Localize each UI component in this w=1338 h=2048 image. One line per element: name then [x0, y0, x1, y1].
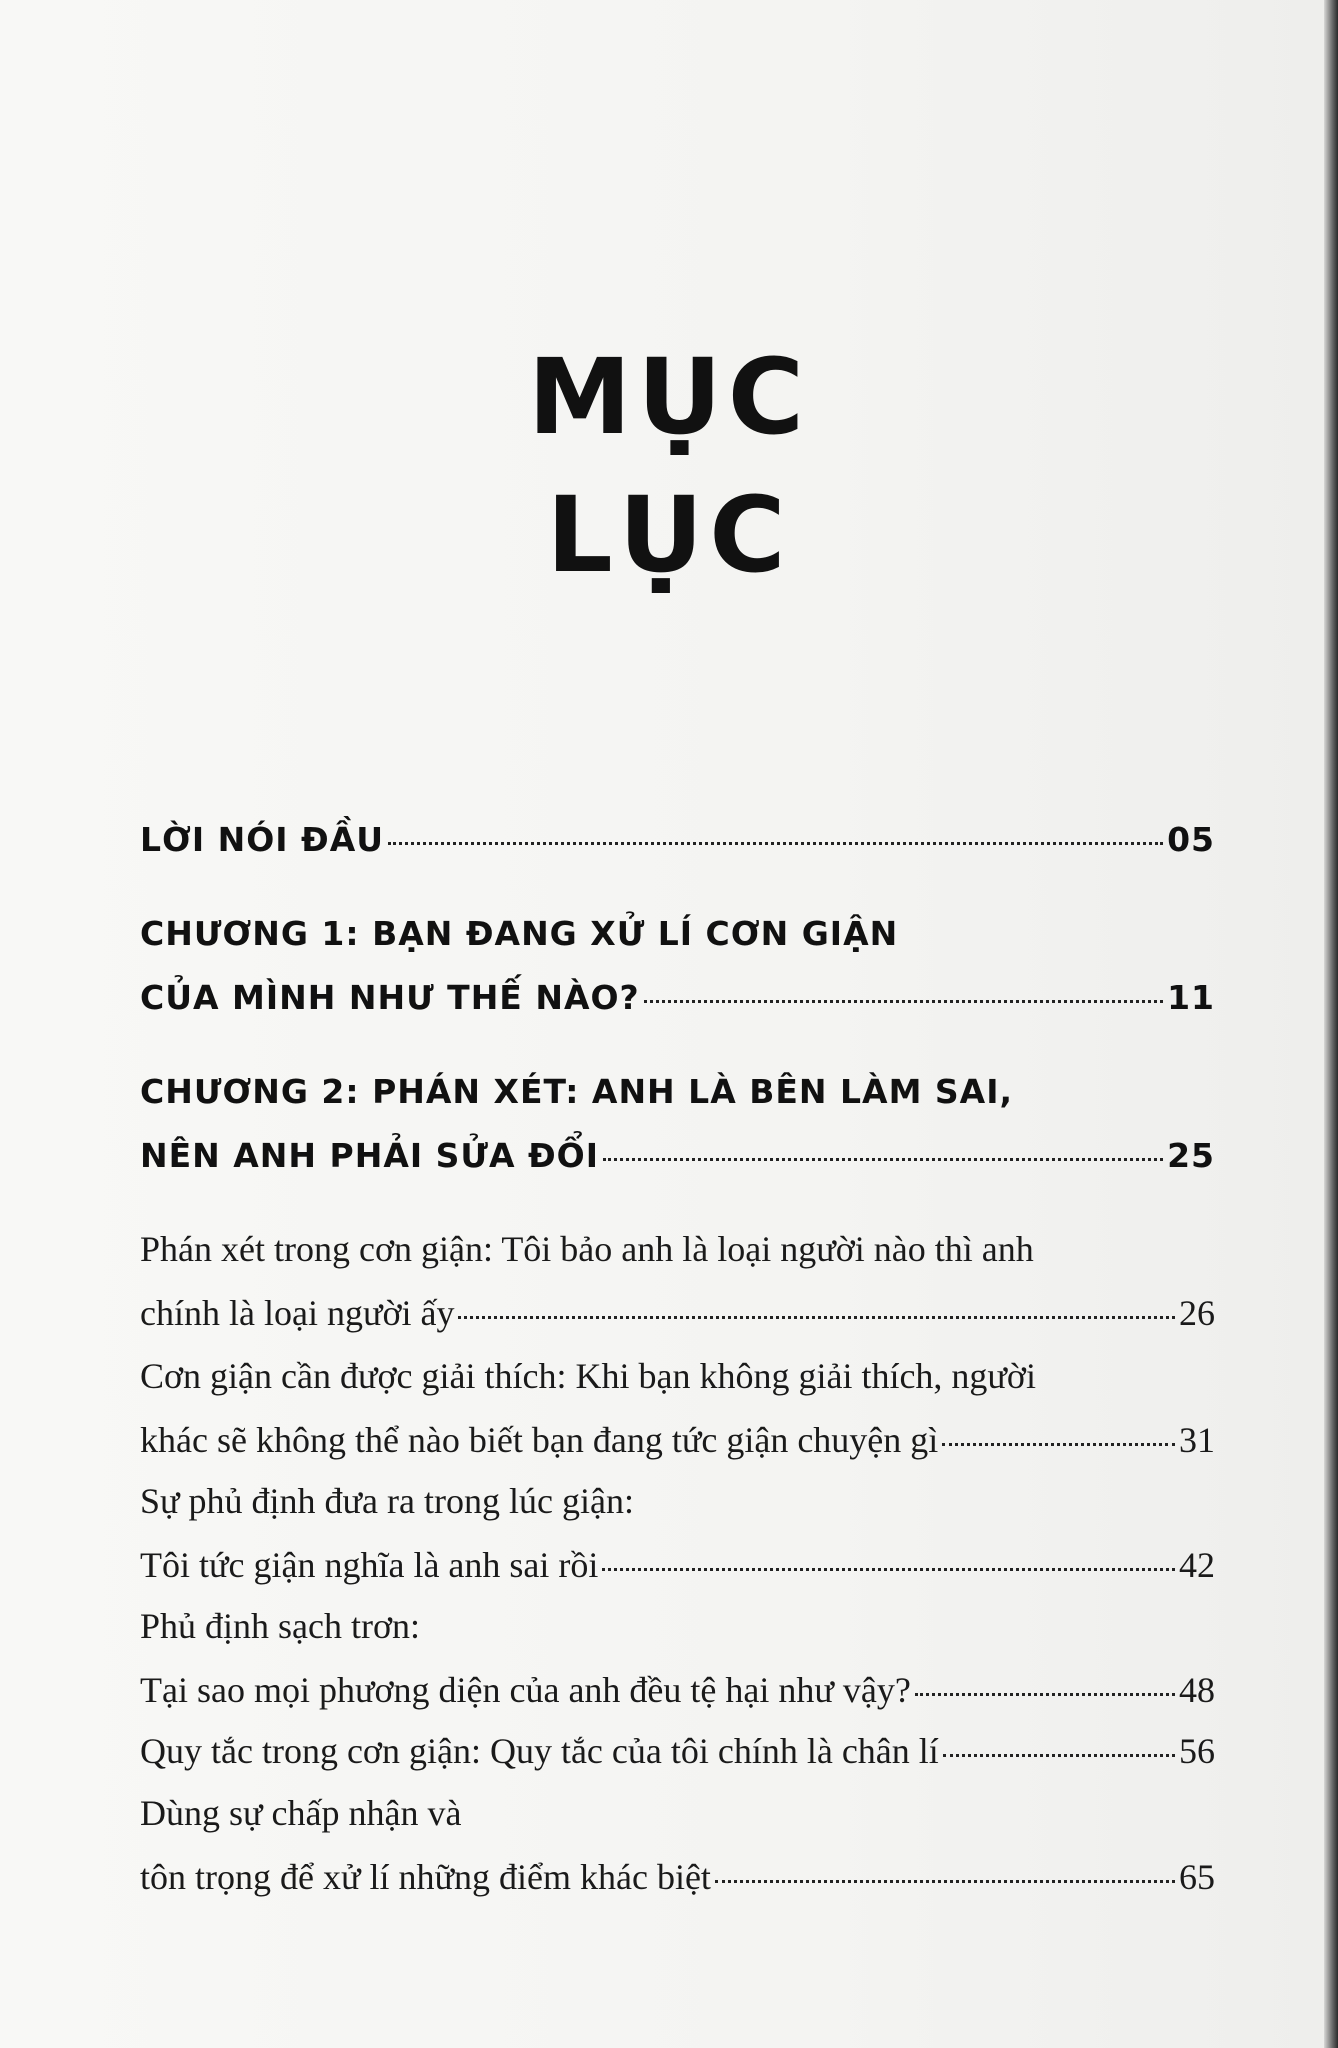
toc-page-number: 31: [1179, 1420, 1215, 1460]
page-spine-edge: [1324, 0, 1338, 2048]
toc-entry-title: Phán xét trong cơn giận: Tôi bảo anh là loại người nào thì anh: [140, 1229, 1034, 1269]
toc-page-number: 65: [1179, 1857, 1215, 1897]
toc-entry-chapter-1[interactable]: [140, 914, 1215, 1042]
dot-leader: [915, 1692, 1175, 1696]
toc-entry-title: Phủ định sạch trơn:: [140, 1606, 421, 1646]
toc-entry-title-cont: chính là loại người ấy: [140, 1293, 455, 1333]
toc-entry-title: CHƯƠNG 2: PHÁN XÉT: ANH LÀ BÊN LÀM SAI,: [140, 1072, 1014, 1111]
toc-entry-title-cont: Tại sao mọi phương diện của anh đều tệ hại như vậy?: [140, 1670, 911, 1710]
dot-leader: [603, 1157, 1163, 1161]
toc-entry-section[interactable]: [140, 1480, 1215, 1608]
toc-entry-section[interactable]: [140, 1355, 1215, 1483]
dot-leader: [644, 999, 1163, 1003]
dot-leader: [602, 1567, 1175, 1571]
toc-entry-title-cont: CỦA MÌNH NHƯ THẾ NÀO?: [140, 978, 640, 1017]
toc-page-number: 56: [1179, 1731, 1215, 1771]
page-title-line2: LỤC: [546, 474, 792, 596]
toc-page-number: 11: [1167, 978, 1215, 1017]
toc-entry-title-cont: khác sẽ không thể nào biết bạn đang tức giận chuyện gì: [140, 1420, 939, 1460]
toc-page-number: 05: [1167, 820, 1215, 859]
page-title-line1: MỤC: [527, 336, 811, 458]
dot-leader: [942, 1442, 1175, 1446]
toc-entry-title-cont: Tôi tức giận nghĩa là anh sai rồi: [140, 1545, 599, 1585]
toc-page-number: 26: [1179, 1293, 1215, 1333]
toc-entry-title: Cơn giận cần được giải thích: Khi bạn không giải thích, người: [140, 1356, 1036, 1396]
toc-entry-title: CHƯƠNG 1: BẠN ĐANG XỬ LÍ CƠN GIẬN: [140, 914, 899, 953]
toc-entry-chapter-2[interactable]: [140, 1072, 1215, 1200]
toc-entry-title-cont: tôn trọng để xử lí những điểm khác biệt: [140, 1857, 711, 1897]
dot-leader: [388, 841, 1163, 845]
toc-page-number: 48: [1179, 1670, 1215, 1710]
toc-entry-title: Dùng sự chấp nhận và: [140, 1793, 462, 1833]
toc-entry-preface[interactable]: [140, 820, 1215, 884]
dot-leader: [943, 1753, 1175, 1757]
toc-entry-section[interactable]: [140, 1605, 1215, 1733]
dot-leader: [458, 1315, 1175, 1319]
toc-entry-title: Quy tắc trong cơn giận: Quy tắc của tôi chính là chân lí: [140, 1731, 939, 1771]
toc-entry-title-cont: NÊN ANH PHẢI SỬA ĐỔI: [140, 1136, 599, 1175]
toc-page-number: 25: [1167, 1136, 1215, 1175]
toc-entry-section[interactable]: [140, 1730, 1215, 1794]
toc-page-number: 42: [1179, 1545, 1215, 1585]
toc-entry-section[interactable]: [140, 1228, 1215, 1356]
toc-entry-title: Sự phủ định đưa ra trong lúc giận:: [140, 1481, 634, 1521]
toc-entry-section[interactable]: [140, 1792, 1215, 1920]
dot-leader: [715, 1879, 1175, 1883]
toc-entry-title: LỜI NÓI ĐẦU: [140, 820, 385, 859]
